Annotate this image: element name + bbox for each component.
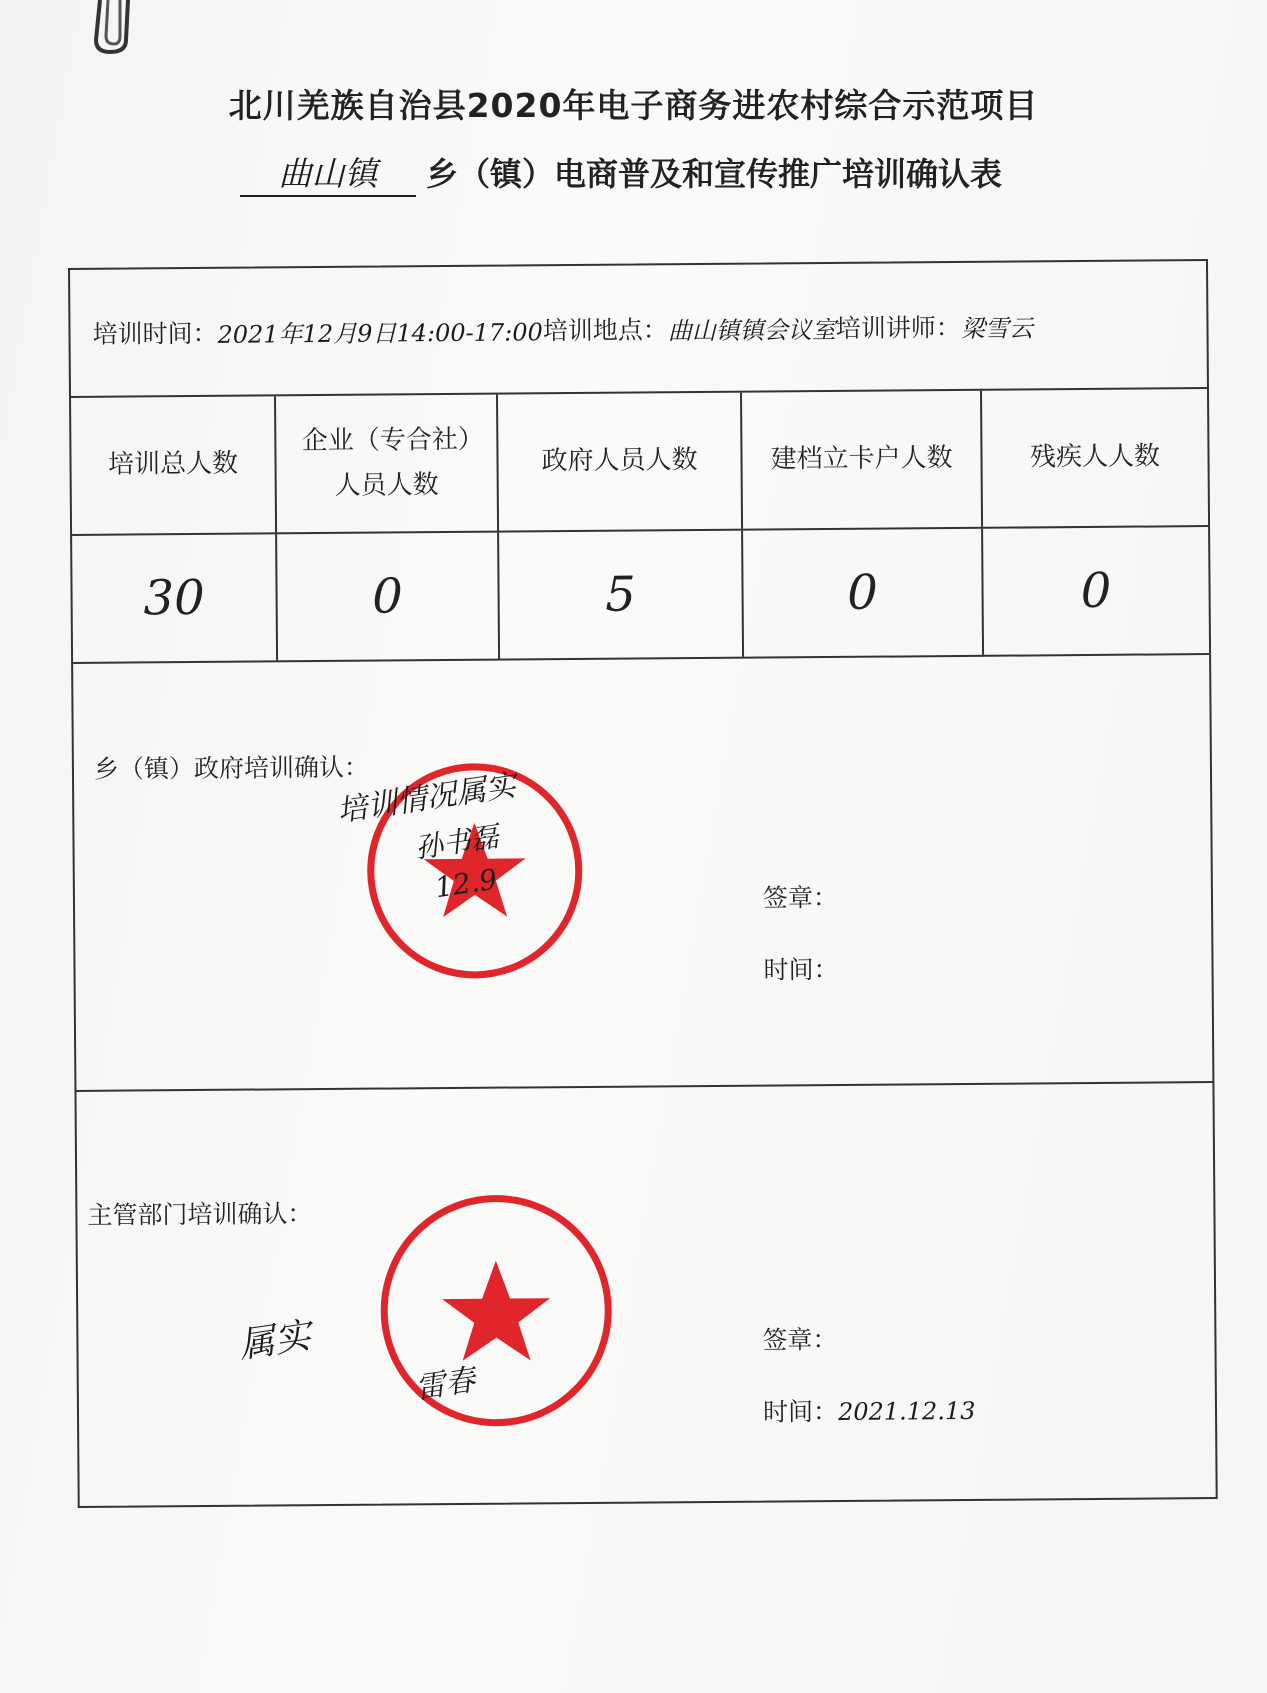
training-place-value: 曲山镇镇会议室 — [667, 315, 836, 345]
value-disabled: 0 — [1080, 562, 1112, 620]
value-government: 5 — [499, 531, 744, 659]
count-header-row — [71, 389, 1208, 536]
department-time-value: 2021.12.13 — [837, 1396, 976, 1426]
town-handwriting-note: 培训情况属实 — [335, 768, 519, 830]
town-handwriting-signature: 孙书磊 — [412, 819, 501, 865]
value-enterprise: 0 — [277, 533, 500, 661]
town-confirmation-label: 乡（镇）政府培训确认： — [93, 752, 370, 784]
department-seal-icon — [377, 1192, 615, 1430]
training-teacher-label: 培训讲师： — [835, 312, 961, 343]
department-sign-label: 签章： — [762, 1324, 838, 1355]
town-time-label: 时间： — [763, 954, 839, 985]
header-disabled: 残疾人人数 — [1029, 441, 1161, 473]
header-total: 培训总人数 — [71, 396, 277, 534]
town-sign-label: 签章： — [762, 882, 839, 913]
department-time-row — [763, 1391, 976, 1429]
header-enterprise-text: 企业（专合社）人员人数 — [301, 424, 471, 501]
town-name-handwritten: 曲山镇 — [240, 148, 416, 197]
town-handwriting-date: 12.9 — [432, 862, 500, 905]
department-handwriting-note: 属实 — [236, 1315, 314, 1367]
department-handwriting-signature: 雷春 — [413, 1362, 478, 1407]
value-total: 30 — [72, 534, 278, 662]
training-info-row — [70, 261, 1207, 398]
training-time-value: 2021年12月9日14:00-17:00 — [217, 317, 543, 349]
department-time-label: 时间： — [762, 1396, 839, 1427]
confirmation-form — [68, 259, 1218, 1508]
training-place-label: 培训地点： — [542, 315, 668, 346]
department-confirmation-label: 主管部门培训确认： — [87, 1199, 313, 1230]
header-registered-poor: 建档立卡户人数 — [742, 391, 983, 529]
department-confirmation-section — [76, 1083, 1215, 1510]
header-government: 政府人员人数 — [498, 393, 743, 531]
value-registered-poor: 0 — [743, 529, 984, 657]
subtitle-text: 乡（镇）电商普及和宣传推广培训确认表 — [426, 155, 1003, 193]
training-teacher-value: 梁雪云 — [960, 313, 1033, 343]
document-subtitle — [240, 148, 1002, 197]
training-time-label: 培训时间： — [92, 318, 218, 349]
header-enterprise — [276, 395, 499, 533]
document-title: 北川羌族自治县2020年电子商务进农村综合示范项目 — [228, 86, 1039, 125]
town-confirmation-section — [73, 655, 1212, 1092]
paper-clip-icon — [86, 0, 142, 62]
count-value-row — [72, 527, 1209, 664]
